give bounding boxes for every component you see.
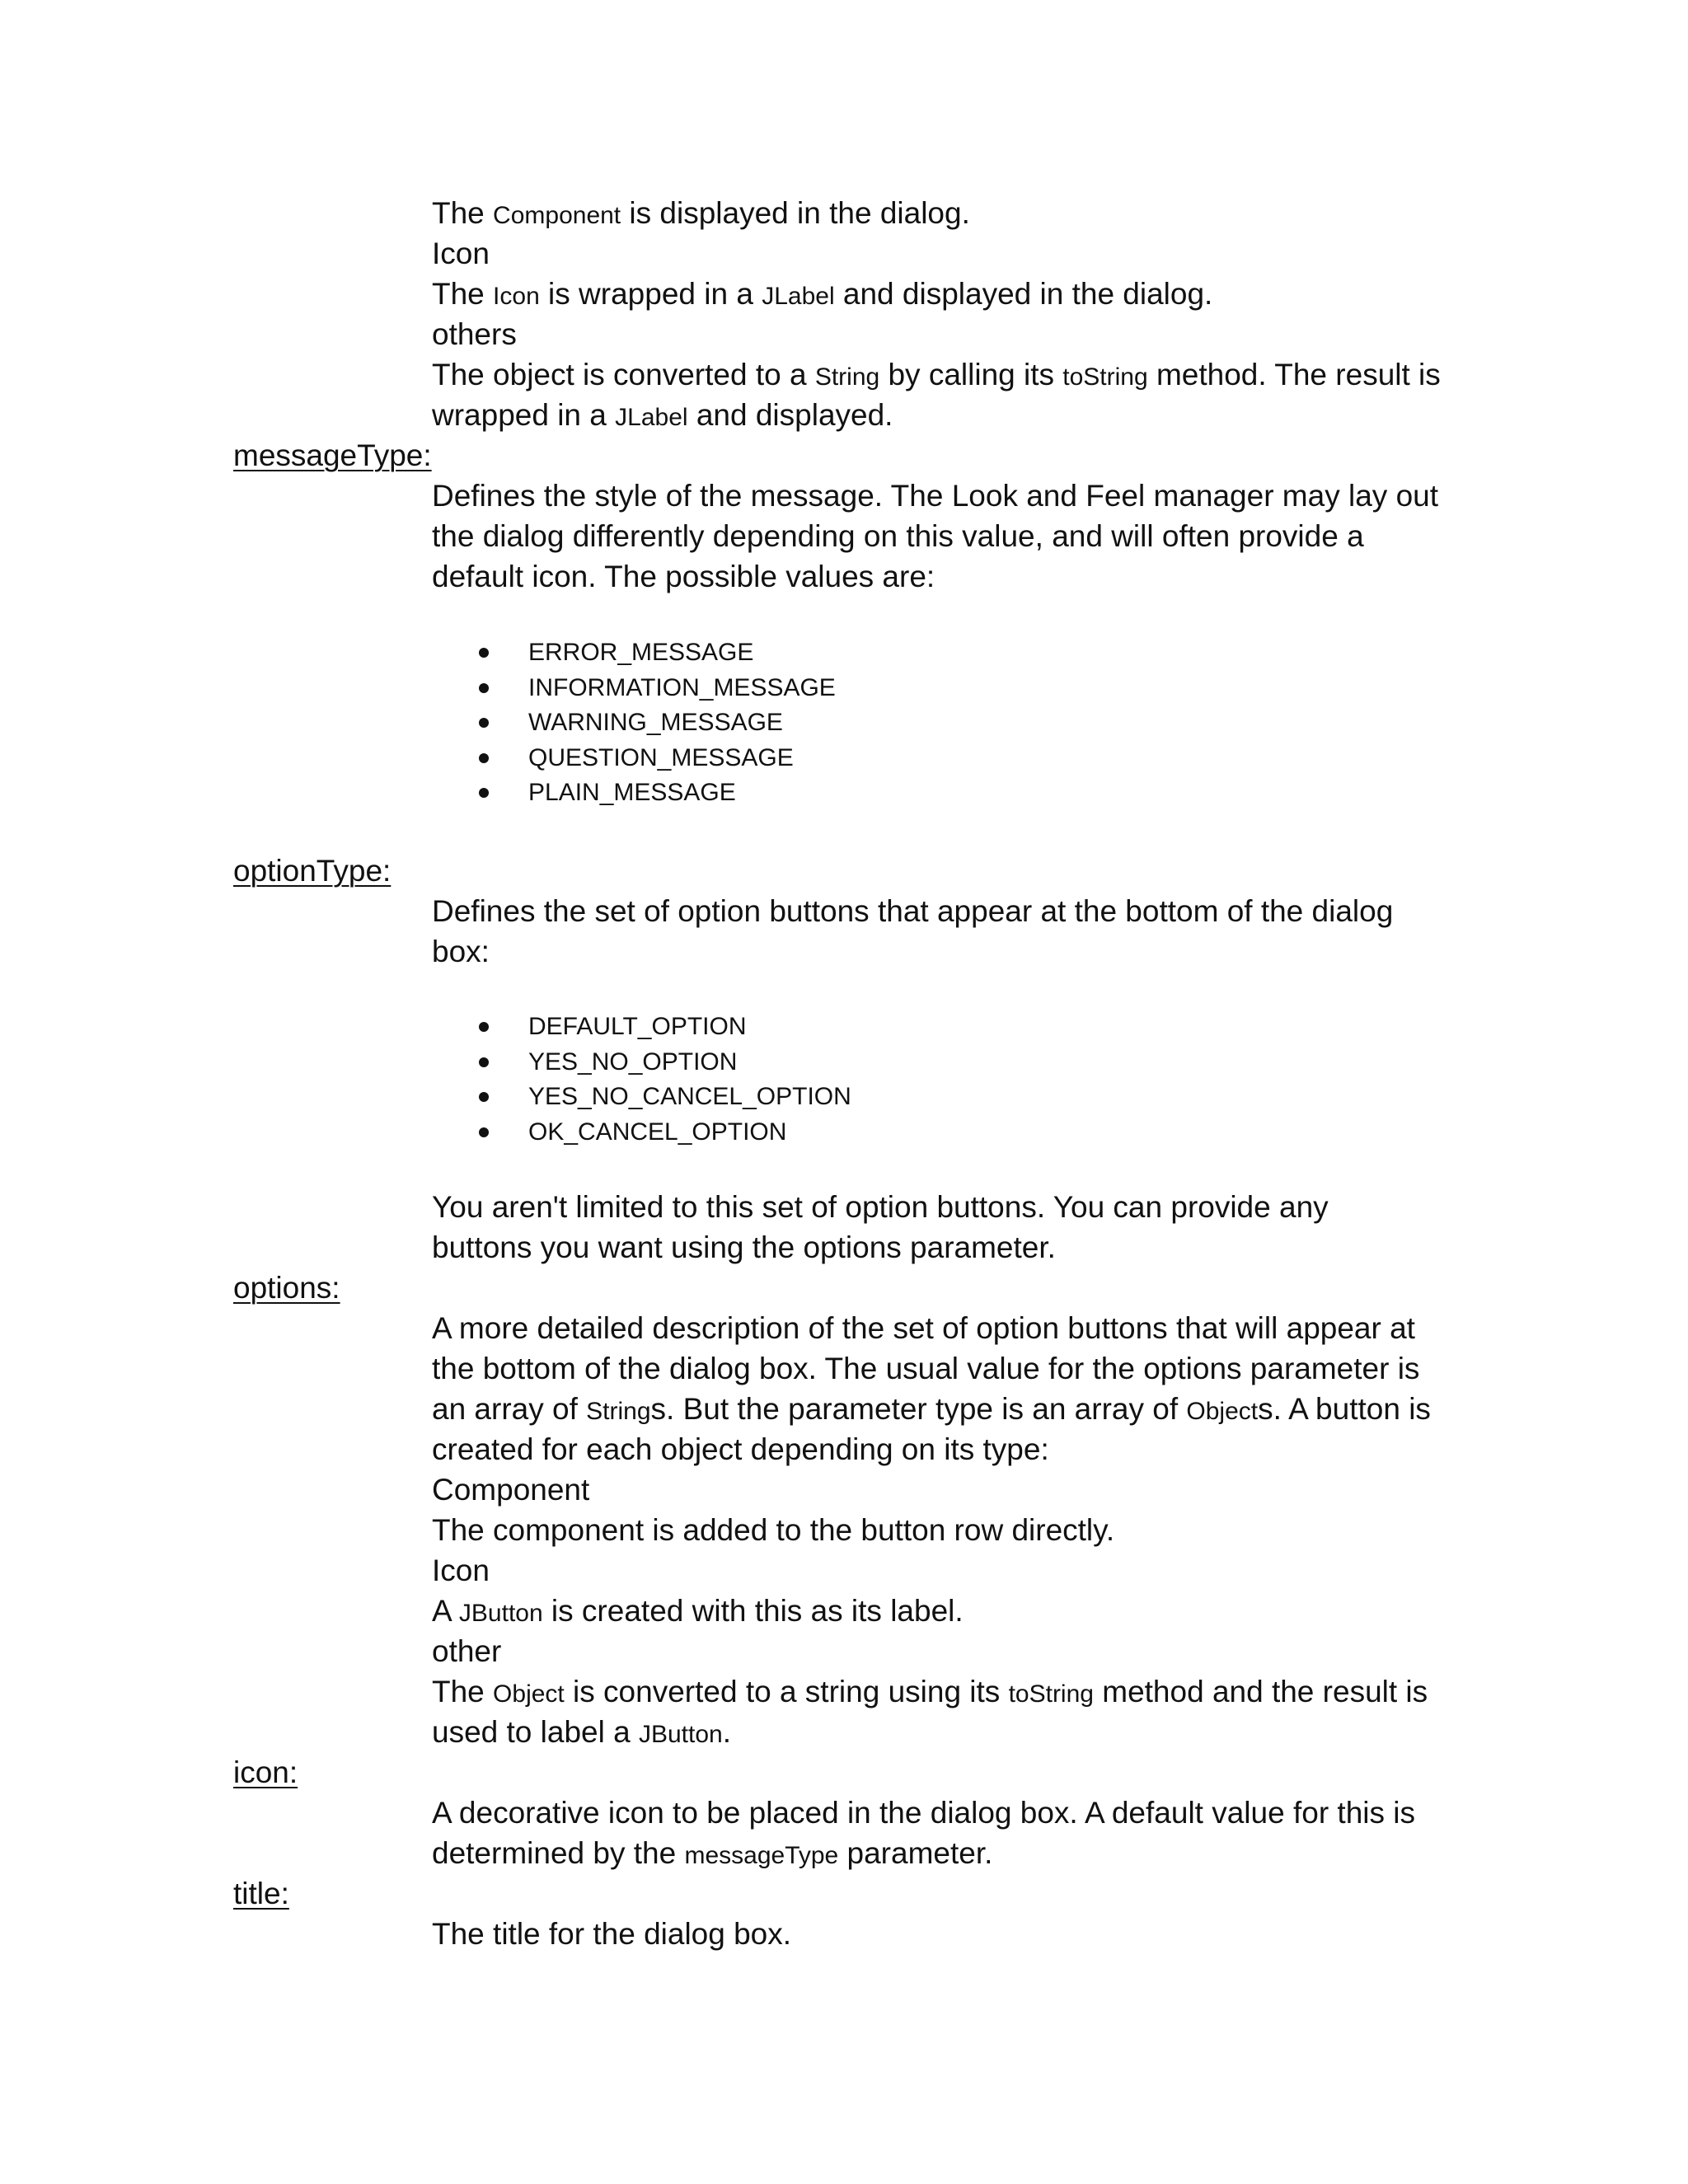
text-line: the dialog differently depending on this value, and will often provide a	[432, 519, 1364, 553]
inline-code: Object	[1186, 1398, 1259, 1425]
inline-code: JLabel	[615, 404, 688, 431]
text-line: A JButton is created with this as its label.	[432, 1594, 964, 1628]
text-line: an array of Strings. But the parameter type is an array of Objects. A button is	[432, 1392, 1431, 1426]
inline-code: messageType	[684, 1842, 839, 1869]
message-type-list	[432, 635, 836, 811]
text-line: The Object is converted to a string using its toString method and the result is	[432, 1675, 1428, 1708]
subterm-other: other	[432, 1634, 502, 1668]
list-item: WARNING_MESSAGE	[432, 705, 836, 741]
list-item: ERROR_MESSAGE	[432, 635, 836, 671]
list-item: QUESTION_MESSAGE	[432, 741, 836, 776]
list-item: DEFAULT_OPTION	[432, 1010, 851, 1045]
term-message-type: messageType:	[233, 438, 432, 472]
text-line: The Component is displayed in the dialog.	[432, 196, 970, 230]
text-line: The component is added to the button row directly.	[432, 1513, 1115, 1547]
term-option-type: optionType:	[233, 854, 392, 888]
inline-code: toString	[1008, 1680, 1094, 1708]
subterm-others: others	[432, 317, 517, 351]
inline-code: String	[814, 363, 880, 391]
option-type-list	[432, 1010, 851, 1150]
inline-code: JButton	[458, 1600, 543, 1627]
inline-code: JButton	[638, 1721, 723, 1748]
list-item: YES_NO_CANCEL_OPTION	[432, 1080, 851, 1115]
list-item: YES_NO_OPTION	[432, 1045, 851, 1080]
text-line: created for each object depending on its type:	[432, 1432, 1049, 1466]
inline-code: String	[586, 1398, 651, 1425]
inline-code: Component	[493, 202, 621, 229]
text-line: wrapped in a JLabel and displayed.	[432, 398, 893, 432]
list-item: PLAIN_MESSAGE	[432, 776, 836, 811]
inline-code: Icon	[493, 283, 540, 310]
subterm-component: Component	[432, 1473, 590, 1507]
inline-code: toString	[1062, 363, 1148, 391]
inline-code: Object	[493, 1680, 565, 1708]
text-line: buttons you want using the options parameter.	[432, 1230, 1056, 1264]
term-icon: icon:	[233, 1755, 298, 1789]
text-line: A more detailed description of the set of option buttons that will appear at	[432, 1311, 1415, 1345]
subterm-icon: Icon	[432, 237, 490, 270]
text-line: You aren't limited to this set of option buttons. You can provide any	[432, 1190, 1329, 1224]
text-line: Defines the set of option buttons that appear at the bottom of the dialog	[432, 894, 1394, 928]
text-line: The Icon is wrapped in a JLabel and displayed in the dialog.	[432, 277, 1213, 311]
list-item: INFORMATION_MESSAGE	[432, 671, 836, 706]
text-line: determined by the messageType parameter.	[432, 1836, 993, 1870]
term-options: options:	[233, 1271, 340, 1305]
term-title: title:	[233, 1877, 289, 1910]
text-line: box:	[432, 935, 490, 968]
text-line: Defines the style of the message. The Look and Feel manager may lay out	[432, 479, 1438, 513]
text-line: The title for the dialog box.	[432, 1917, 792, 1951]
text-line: the bottom of the dialog box. The usual value for the options parameter is	[432, 1352, 1420, 1385]
text-line: The object is converted to a String by calling its toString method. The result is	[432, 358, 1441, 391]
inline-code: JLabel	[762, 283, 835, 310]
subterm-icon: Icon	[432, 1554, 490, 1587]
text-line: A decorative icon to be placed in the dialog box. A default value for this is	[432, 1796, 1415, 1830]
list-item: OK_CANCEL_OPTION	[432, 1115, 851, 1151]
text-line: used to label a JButton.	[432, 1715, 731, 1749]
text-line: default icon. The possible values are:	[432, 560, 935, 593]
